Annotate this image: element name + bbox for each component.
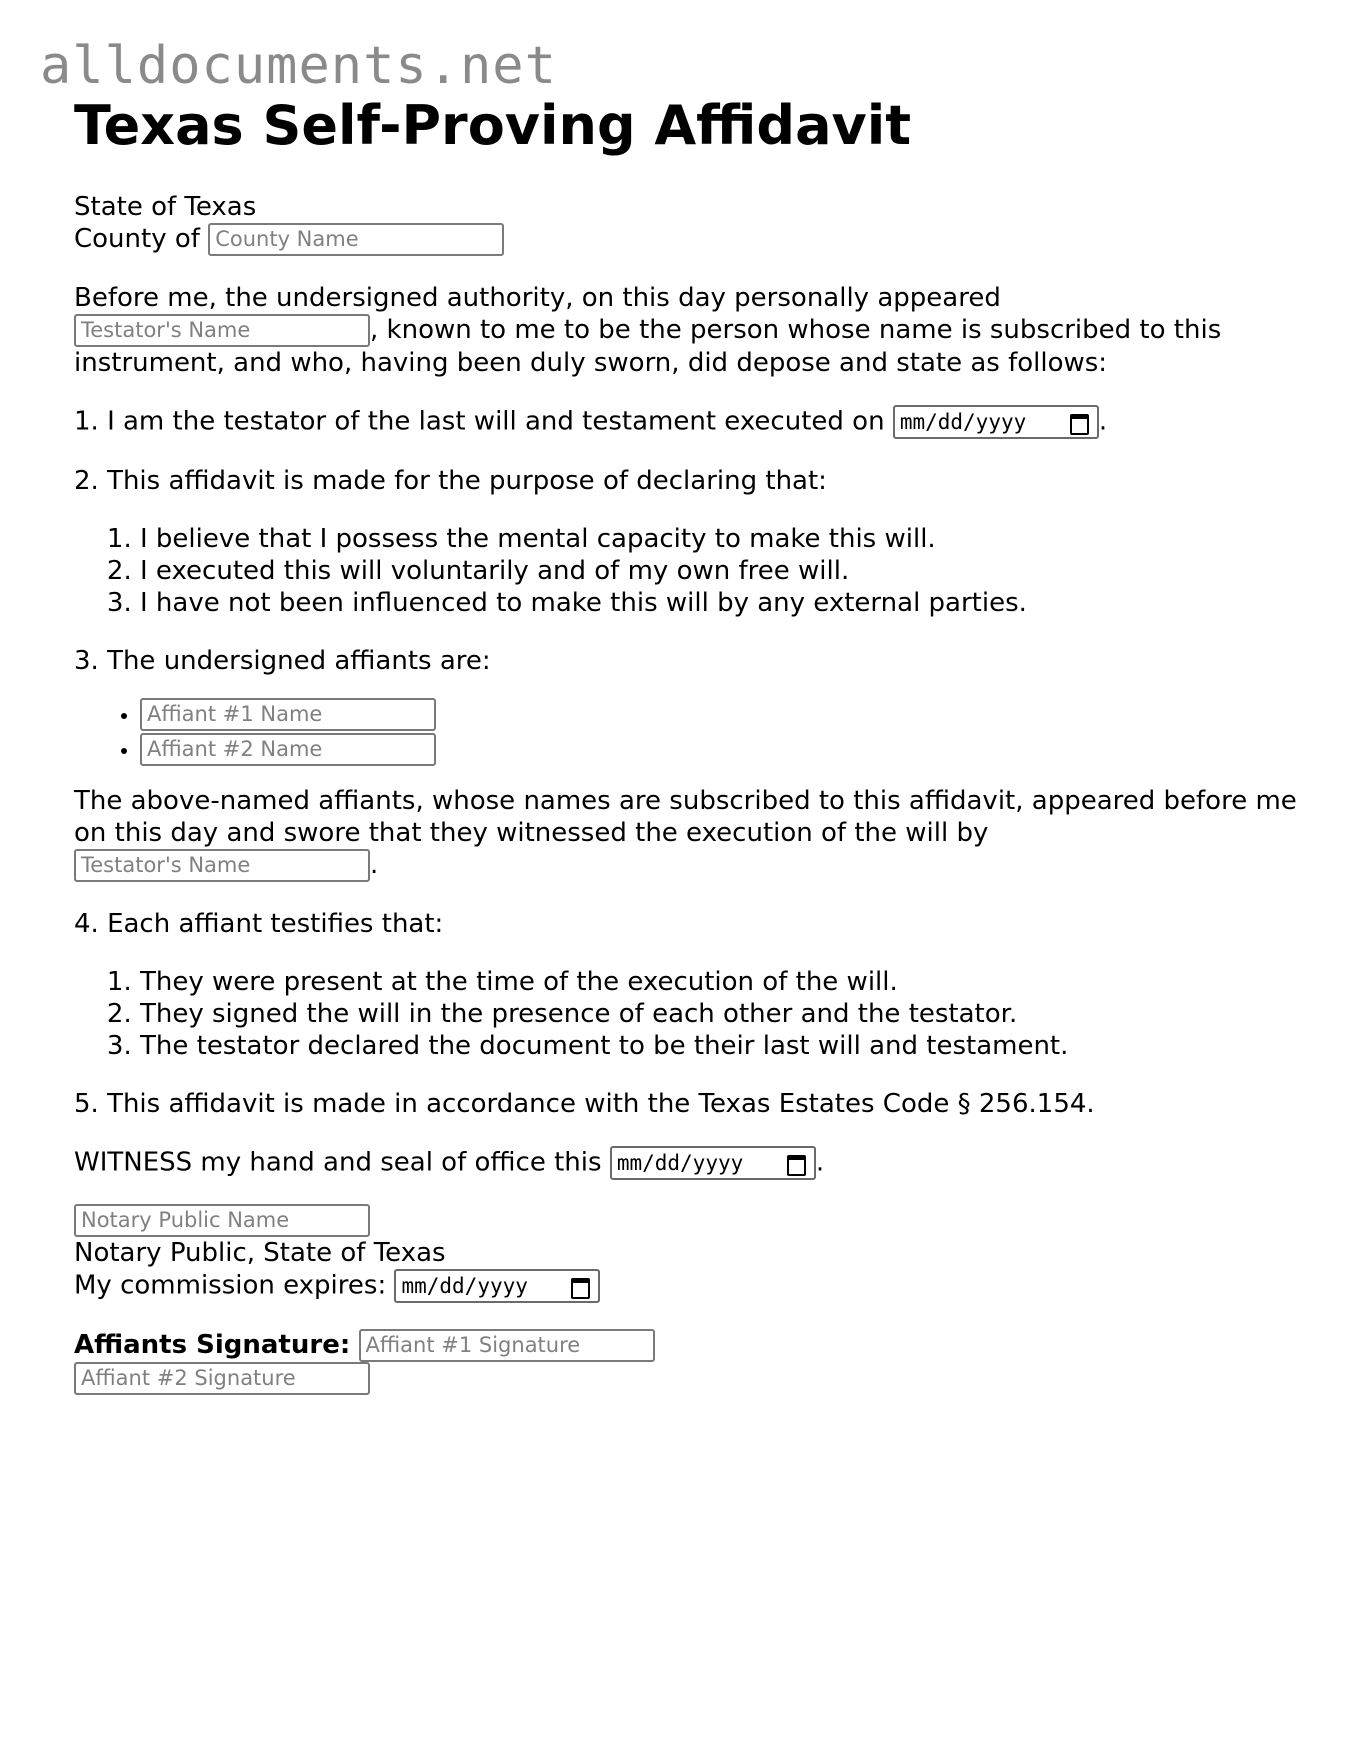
testimonies-list (74, 966, 1314, 1062)
list-item: 3. The testator declared the document to be their last will and testament. (140, 1030, 1314, 1062)
calendar-icon[interactable] (1070, 414, 1089, 435)
list-item: 1. They were present at the time of the execution of the will. (140, 966, 1314, 998)
will-execution-date-input[interactable] (893, 405, 1099, 439)
affiant-1-name-input[interactable]: Affiant #1 Name (140, 698, 436, 731)
county-name-input[interactable]: County Name (208, 223, 504, 256)
intro-text: Before me, the undersigned authority, on this day personally appeared (74, 283, 1001, 313)
list-item (140, 697, 1314, 732)
declarations-list (74, 523, 1314, 619)
date-placeholder: mm/dd/yyyy (899, 410, 1027, 434)
list-item (140, 732, 1314, 767)
signatures-label: Affiants Signature: (74, 1330, 351, 1360)
notary-line: Notary Public, State of Texas (74, 1238, 446, 1268)
list-item: 3. I have not been influenced to make this will by any external parties. (140, 587, 1314, 619)
notary-block (74, 1204, 1314, 1303)
date-placeholder: mm/dd/yyyy (401, 1274, 528, 1298)
witness-hand-text: WITNESS my hand and seal of office this (74, 1147, 602, 1178)
witness-hand-line (74, 1146, 1314, 1180)
affiant-1-signature-input[interactable]: Affiant #1 Signature (359, 1329, 655, 1362)
signatures-block (74, 1329, 1314, 1395)
list-item: 2. I executed this will voluntarily and of my own free will. (140, 555, 1314, 587)
seal-date-input[interactable] (610, 1146, 816, 1180)
item-1-text: 1. I am the testator of the last will and testament executed on (74, 406, 885, 437)
calendar-icon[interactable] (571, 1278, 590, 1299)
state-line: State of Texas (74, 192, 257, 222)
document (74, 95, 1314, 1395)
item-3: 3. The undersigned affiants are: (74, 646, 491, 676)
list-item: 1. I believe that I possess the mental capacity to make this will. (140, 523, 1314, 555)
commission-label: My commission expires: (74, 1270, 387, 1301)
item-5: 5. This affidavit is made in accordance with the Texas Estates Code § 256.154. (74, 1089, 1095, 1119)
watermark: alldocuments.net (40, 36, 557, 96)
commission-expiry-date-input[interactable] (394, 1269, 600, 1303)
item-1 (74, 405, 1314, 439)
intro-rest-text: , known to me to be the person whose name is subscribed to this instrument, and who, having been duly sworn, did depose and state as follows: (74, 315, 1222, 378)
list-item: 2. They signed the will in the presence of each other and the testator. (140, 998, 1314, 1030)
page-title: Texas Self-Proving Affidavit (74, 94, 912, 157)
period: . (815, 1147, 825, 1178)
jurisdiction-block (74, 191, 1314, 256)
affiants-list (74, 697, 1314, 767)
testator-name-input-2[interactable]: Testator's Name (74, 849, 370, 882)
date-placeholder: mm/dd/yyyy (616, 1151, 744, 1175)
period: . (370, 850, 379, 880)
intro-paragraph (74, 282, 1314, 379)
testator-name-input[interactable]: Testator's Name (74, 314, 370, 347)
witness-text: The above-named affiants, whose names are subscribed to this affidavit, appeared before me on this day and swore that they witnessed the execution of the will by (74, 786, 1297, 848)
item-2: 2. This affidavit is made for the purpose of declaring that: (74, 466, 827, 496)
notary-name-input[interactable]: Notary Public Name (74, 1204, 370, 1237)
calendar-icon[interactable] (787, 1155, 806, 1176)
item-4: 4. Each affiant testifies that: (74, 909, 444, 939)
witness-paragraph (74, 785, 1314, 882)
period: . (1098, 406, 1108, 437)
county-label: County of (74, 224, 200, 254)
affiant-2-signature-input[interactable]: Affiant #2 Signature (74, 1362, 370, 1395)
affiant-2-name-input[interactable]: Affiant #2 Name (140, 733, 436, 766)
